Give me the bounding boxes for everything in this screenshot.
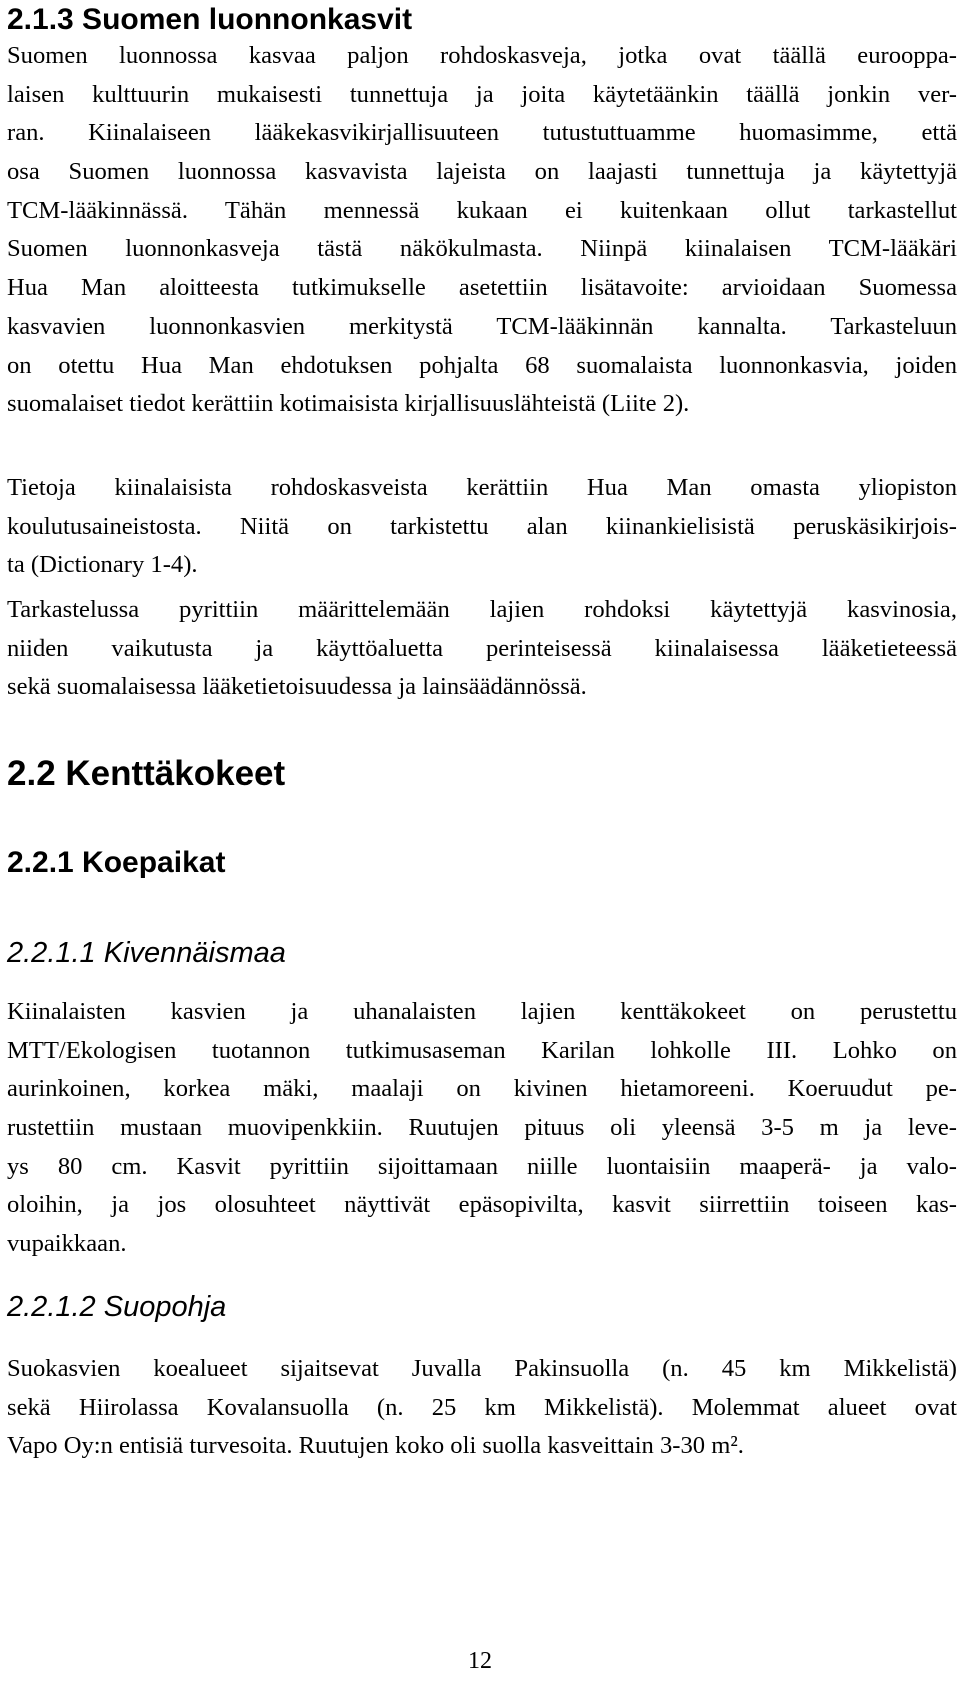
page-number: 12 (468, 1648, 492, 1674)
text-line: vupaikkaan. (7, 1230, 127, 1258)
section-heading-2-2-1-2: 2.2.1.2 Suopohja (7, 1291, 227, 1323)
text-line: ys 80 cm. Kasvit pyrittiin sijoittamaan niille luontaisiin maaperä- ja valo- (7, 1152, 957, 1180)
text-line: Suomen luonnossa kasvaa paljon rohdoskasveja, jotka ovat täällä eurooppa- (7, 42, 957, 69)
text-line: aurinkoinen, korkea mäki, maalaji on kivinen hietamoreeni. Koeruudut pe- (7, 1075, 957, 1103)
section-heading-2-2-1: 2.2.1 Koepaikat (7, 846, 226, 879)
text-line: niiden vaikutusta ja käyttöaluetta perinteisessä kiinalaisessa lääketieteessä (7, 634, 957, 662)
paragraph-tietoja (7, 469, 957, 585)
text-line: oloihin, ja jos olosuhteet näyttivät epäsopivilta, kasvit siirrettiin toiseen kas- (7, 1191, 957, 1219)
text-line: koulutusaineistosta. Niitä on tarkistettu alan kiinankielisistä peruskäsikirjois- (7, 512, 957, 540)
section-heading-2-2: 2.2 Kenttäkokeet (7, 754, 286, 793)
text-line: rustettiin mustaan muovipenkkiin. Ruutujen pituus oli yleensä 3-5 m ja leve- (7, 1114, 957, 1142)
text-line: TCM-lääkinnässä. Tähän mennessä kukaan ei kuitenkaan ollut tarkastellut (7, 196, 957, 224)
paragraph-luonnonkasvit (7, 37, 957, 424)
text-line: Suomen luonnonkasveja tästä näkökulmasta. Niinpä kiinalaisen TCM-lääkäri (7, 235, 957, 263)
section-heading-2-1-3: 2.1.3 Suomen luonnonkasvit (7, 3, 413, 36)
text-line: osa Suomen luonnossa kasvavista lajeista on laajasti tunnettuja ja käytettyjä (7, 158, 957, 186)
text-line: ran. Kiinalaiseen lääkekasvikirjallisuuteen tutustuttuamme huomasimme, että (7, 119, 957, 147)
text-line: ta (Dictionary 1-4). (7, 551, 198, 579)
text-line: Vapo Oy:n entisiä turvesoita. Ruutujen koko oli suolla kasveittain 3-30 m². (7, 1432, 744, 1460)
text-line: suomalaiset tiedot kerättiin kotimaisista kirjallisuuslähteistä (Liite 2). (7, 390, 690, 418)
section-heading-2-2-1-1: 2.2.1.1 Kivennäismaa (7, 937, 286, 969)
text-line: on otettu Hua Man ehdotuksen pohjalta 68 suomalaista luonnonkasvia, joiden (7, 351, 957, 379)
text-line: MTT/Ekologisen tuotannon tutkimusaseman Karilan lohkolle III. Lohko on (7, 1036, 957, 1064)
paragraph-suopohja (7, 1350, 957, 1466)
paragraph-kivennaismaa (7, 993, 957, 1264)
text-line: Tarkastelussa pyrittiin määrittelemään lajien rohdoksi käytettyjä kasvinosia, (7, 596, 957, 623)
text-line: Suokasvien koealueet sijaitsevat Juvalla Pakinsuolla (n. 45 km Mikkelistä) (7, 1355, 957, 1382)
text-line: sekä suomalaisessa lääketietoisuudessa ja lainsäädännössä. (7, 673, 587, 701)
text-line: kasvavien luonnonkasvien merkitystä TCM-lääkinnän kannalta. Tarkasteluun (7, 312, 957, 340)
paragraph-tarkastelussa (7, 591, 957, 707)
text-line: sekä Hiirolassa Kovalansuolla (n. 25 km Mikkelistä). Molemmat alueet ovat (7, 1393, 957, 1421)
text-line: laisen kulttuurin mukaisesti tunnettuja ja joita käytetäänkin täällä jonkin ver- (7, 80, 957, 108)
text-line: Kiinalaisten kasvien ja uhanalaisten lajien kenttäkokeet on perustettu (7, 998, 957, 1025)
text-line: Hua Man aloitteesta tutkimukselle asetettiin lisätavoite: arvioidaan Suomessa (7, 274, 957, 302)
text-line: Tietoja kiinalaisista rohdoskasveista kerättiin Hua Man omasta yliopiston (7, 474, 957, 501)
